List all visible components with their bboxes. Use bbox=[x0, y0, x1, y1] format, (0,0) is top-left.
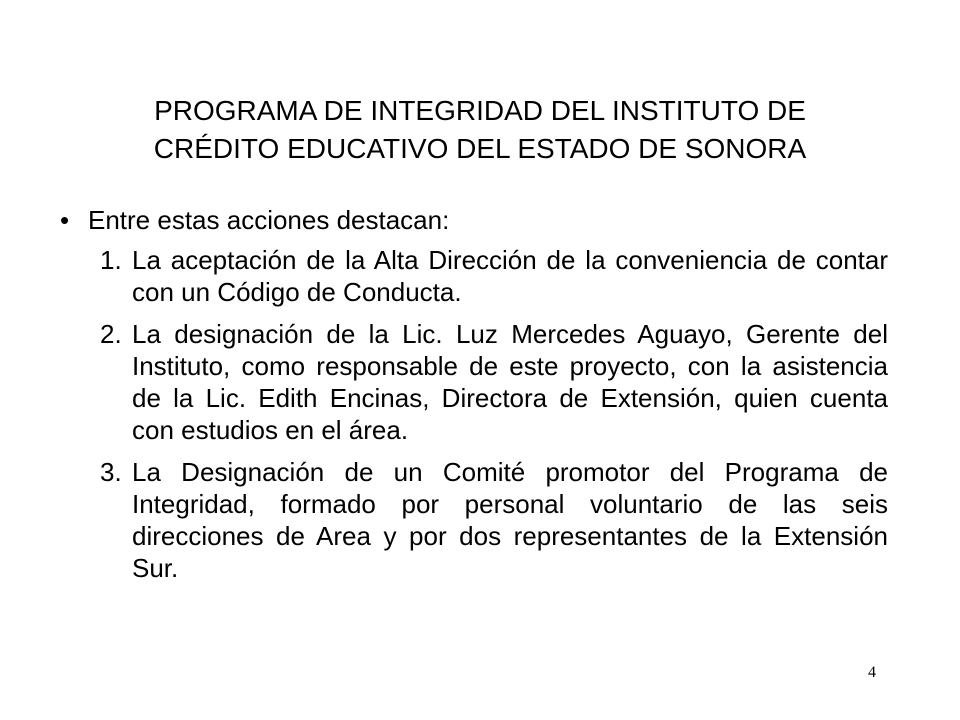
slide-title bbox=[96, 92, 864, 168]
page-number: 4 bbox=[868, 664, 876, 681]
list-item-text: La Designación de un Comité promotor del Programa de Integridad, formado por personal voluntario de las seis direcciones de Area y por dos representantes de la Extensión Sur. bbox=[132, 457, 888, 583]
list-item-number: 2. bbox=[100, 319, 122, 349]
numbered-list bbox=[60, 244, 888, 584]
list-item-text: La designación de la Lic. Luz Mercedes Aguayo, Gerente del Instituto, como responsable de este proyecto, con la asistencia de la Lic. Edith Encinas, Directora de Extensión, quien cuenta con estudios en el área. bbox=[132, 319, 888, 445]
title-line-2: CRÉDITO EDUCATIVO DEL ESTADO DE SONORA bbox=[153, 133, 807, 164]
list-item-number: 1. bbox=[100, 245, 122, 275]
list-item-text: La aceptación de la Alta Dirección de la conveniencia de contar con un Código de Conducta. bbox=[132, 245, 888, 307]
bullet-point bbox=[60, 204, 888, 236]
bullet-text: Entre estas acciones destacan: bbox=[88, 205, 450, 235]
list-item bbox=[100, 456, 888, 584]
bullet-dot: • bbox=[60, 205, 70, 235]
list-item-number: 3. bbox=[100, 457, 122, 487]
title-line-1: PROGRAMA DE INTEGRIDAD DEL INSTITUTO DE bbox=[154, 95, 806, 126]
slide-content bbox=[60, 204, 888, 594]
list-item bbox=[100, 318, 888, 446]
list-item bbox=[100, 244, 888, 308]
